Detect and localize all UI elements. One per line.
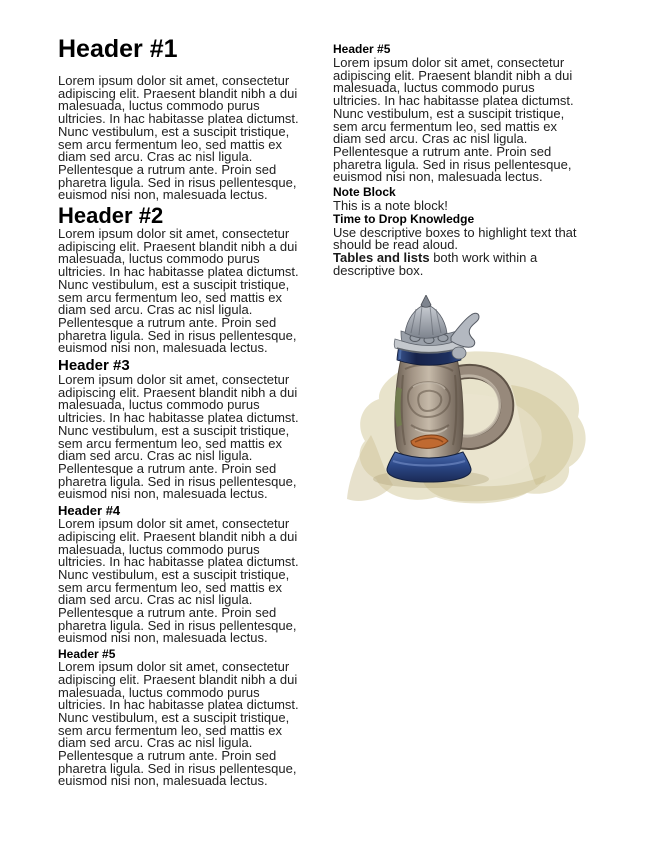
- section-4: [58, 504, 333, 645]
- section-3: [58, 358, 333, 501]
- body-paragraph: Lorem ipsum dolor sit amet, consectetur adipiscing elit. Praesent blandit nibh a dui malesuada, luctus commodo purus ultricies. In hac habitasse platea dictumst. Nunc vestibulum, est a suscipit tristique, sem arcu fermentum leo, sed mattis ex diam sed arcu. Cras ac nisl ligula. Pellentesque a rutrum ante. Proin sed pharetra ligula. Sed in risus pellentesque, euismod nisi non, malesuada lectus.: [58, 516, 299, 646]
- note-block-heading: Note Block: [333, 185, 396, 200]
- heading-2: Header #2: [58, 203, 164, 229]
- beer-stein-image: [331, 295, 591, 510]
- stein-spike-finial: [421, 295, 431, 307]
- knowledge-heading: Time to Drop Knowledge: [333, 211, 475, 226]
- section-5: [58, 648, 333, 788]
- beer-stein-illustration: [331, 295, 591, 510]
- body-paragraph: Lorem ipsum dolor sit amet, consectetur adipiscing elit. Praesent blandit nibh a dui malesuada, luctus commodo purus ultricies. In hac habitasse platea dictumst. Nunc vestibulum, est a suscipit tristique, sem arcu fermentum leo, sed mattis ex diam sed arcu. Cras ac nisl ligula. Pellentesque a rutrum ante. Proin sed pharetra ligula. Sed in risus pellentesque, euismod nisi non, malesuada lectus.: [58, 226, 299, 356]
- section-2: [58, 205, 333, 355]
- note-block: [333, 186, 601, 213]
- stein-body: [395, 353, 463, 459]
- heading-4: Header #4: [58, 503, 121, 519]
- section-right-5: [333, 43, 601, 184]
- section-1: [58, 36, 333, 202]
- body-paragraph: Lorem ipsum dolor sit amet, consectetur adipiscing elit. Praesent blandit nibh a dui malesuada, luctus commodo purus ultricies. In hac habitasse platea dictumst. Nunc vestibulum, est a suscipit tristique, sem arcu fermentum leo, sed mattis ex diam sed arcu. Cras ac nisl ligula. Pellentesque a rutrum ante. Proin sed pharetra ligula. Sed in risus pellentesque, euismod nisi non, malesuada lectus.: [333, 55, 574, 185]
- body-paragraph: Lorem ipsum dolor sit amet, consectetur adipiscing elit. Praesent blandit nibh a dui malesuada, luctus commodo purus ultricies. In hac habitasse platea dictumst. Nunc vestibulum, est a suscipit tristique, sem arcu fermentum leo, sed mattis ex diam sed arcu. Cras ac nisl ligula. Pellentesque a rutrum ante. Proin sed pharetra ligula. Sed in risus pellentesque, euismod nisi non, malesuada lectus.: [58, 372, 299, 502]
- tables-note-bold: Tables and lists: [333, 250, 430, 266]
- knowledge-text: Use descriptive boxes to highlight text that should be read aloud.: [333, 224, 577, 253]
- tables-note: [333, 252, 583, 277]
- left-column: [58, 34, 333, 844]
- right-column: [333, 34, 601, 844]
- stein-lid: [401, 295, 457, 346]
- body-paragraph: Lorem ipsum dolor sit amet, consectetur adipiscing elit. Praesent blandit nibh a dui malesuada, luctus commodo purus ultricies. In hac habitasse platea dictumst. Nunc vestibulum, est a suscipit tristique, sem arcu fermentum leo, sed mattis ex diam sed arcu. Cras ac nisl ligula. Pellentesque a rutrum ante. Proin sed pharetra ligula. Sed in risus pellentesque, euismod nisi non, malesuada lectus.: [58, 73, 299, 203]
- note-block-text: This is a note block!: [333, 198, 448, 214]
- heading-1: Header #1: [58, 35, 178, 63]
- tables-note-rest: both work within a descriptive box.: [333, 250, 538, 278]
- heading-3: Header #3: [58, 357, 130, 375]
- body-paragraph: Lorem ipsum dolor sit amet, consectetur adipiscing elit. Praesent blandit nibh a dui malesuada, luctus commodo purus ultricies. In hac habitasse platea dictumst. Nunc vestibulum, est a suscipit tristique, sem arcu fermentum leo, sed mattis ex diam sed arcu. Cras ac nisl ligula. Pellentesque a rutrum ante. Proin sed pharetra ligula. Sed in risus pellentesque, euismod nisi non, malesuada lectus.: [58, 659, 299, 789]
- stein-thumb-lever: [451, 313, 479, 347]
- knowledge-block: [333, 213, 601, 278]
- heading-5: Header #5: [333, 42, 391, 56]
- stein-hinge: [452, 347, 466, 359]
- heading-5: Header #5: [58, 647, 116, 662]
